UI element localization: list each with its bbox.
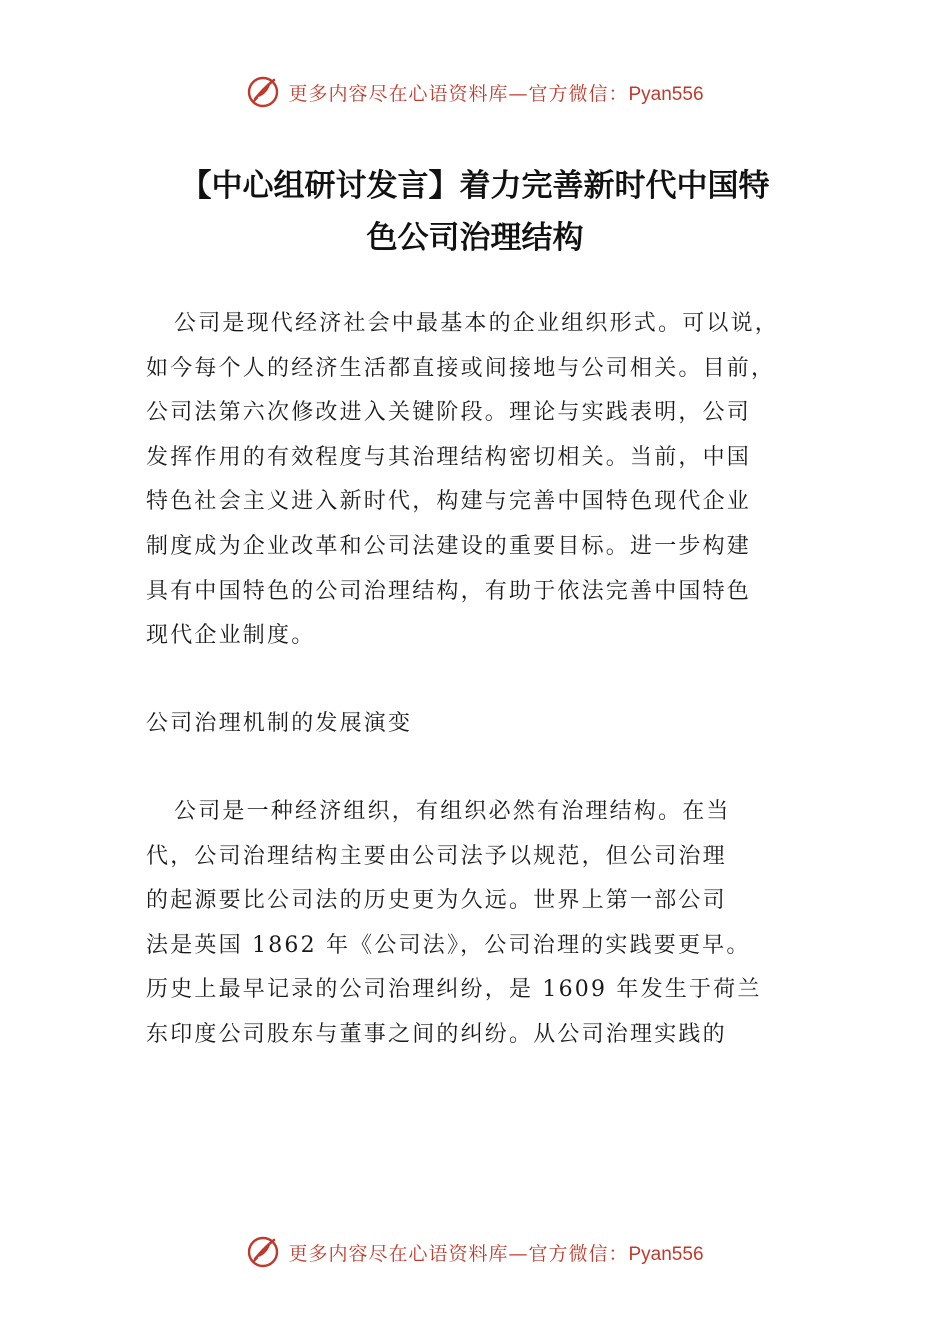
banner-text: [288, 79, 703, 106]
text-line: 东印度公司股东与董事之间的纠纷。从公司治理实践的: [146, 1021, 727, 1047]
quill-logo-icon: [246, 1235, 280, 1269]
text-line: 代，公司治理结构主要由公司法予以规范，但公司治理: [146, 843, 727, 869]
text-line: 公司是一种经济组织，有组织必然有治理结构。在当: [174, 799, 731, 824]
banner-label: 更多内容尽在心语资料库—官方微信：: [288, 1242, 629, 1265]
wechat-id: Pyan556: [628, 83, 704, 105]
text-line: 法是英国 1862 年《公司法》，公司治理的实践要更早。: [146, 932, 751, 958]
title-line: 【中心组研讨发言】着力完善新时代中国特: [180, 168, 770, 204]
title-line: 色公司治理结构: [366, 220, 584, 256]
text-line: 特色社会主义进入新时代，构建与完善中国特色现代企业: [146, 489, 752, 515]
section-heading: 公司治理机制的发展演变: [146, 711, 413, 736]
text-line: 的起源要比公司法的历史更为久远。世界上第一部公司: [146, 888, 727, 914]
paragraph-1: [146, 302, 846, 659]
footer-banner: [0, 1232, 950, 1272]
paragraph-2: [146, 790, 826, 1058]
text-line: 制度成为企业改革和公司法建设的重要目标。进一步构建: [146, 533, 752, 559]
text-line: 现代企业制度。: [146, 623, 316, 649]
banner-label: 更多内容尽在心语资料库—官方微信：: [288, 82, 629, 105]
text-line: 具有中国特色的公司治理结构，有助于依法完善中国特色: [146, 578, 752, 604]
text-line: 公司法第六次修改进入关键阶段。理论与实践表明，公司: [146, 400, 752, 426]
quill-logo-icon: [246, 75, 280, 109]
text-line: 历史上最早记录的公司治理纠纷，是 1609 年发生于荷兰: [146, 977, 762, 1003]
document-title: [90, 160, 860, 264]
header-banner: [0, 72, 950, 112]
wechat-id: Pyan556: [628, 1243, 704, 1265]
banner-text: [288, 1239, 703, 1266]
text-line: 发挥作用的有效程度与其治理结构密切相关。当前，中国: [146, 444, 752, 470]
text-line: 公司是现代经济社会中最基本的企业组织形式。可以说，: [174, 311, 780, 336]
text-line: 如今每个人的经济生活都直接或间接地与公司相关。目前，: [146, 355, 776, 381]
